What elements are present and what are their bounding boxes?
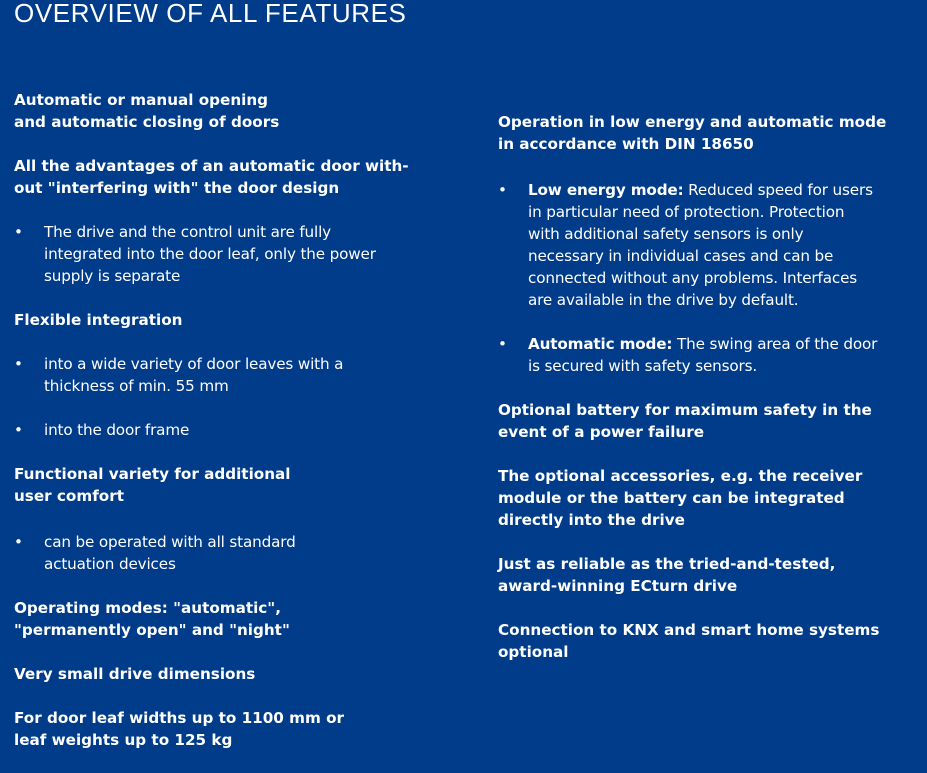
page-title: OVERVIEW OF ALL FEATURES bbox=[14, 0, 407, 28]
heading-line: directly into the drive bbox=[498, 511, 685, 529]
bullet-line: into the door frame bbox=[44, 421, 190, 439]
heading-line: For door leaf widths up to 1100 mm or bbox=[14, 709, 345, 727]
bullet-line bbox=[528, 333, 888, 355]
feature-heading-ecturn-reliability bbox=[498, 553, 888, 597]
feature-heading-knx-smart-home bbox=[498, 619, 888, 663]
heading-line: event of a power failure bbox=[498, 423, 705, 441]
heading-line: Operation in low energy and automatic mode bbox=[498, 113, 887, 131]
bullet-line: in particular need of protection. Protection bbox=[528, 203, 845, 221]
bullet-text: The swing area of the door bbox=[672, 335, 878, 353]
feature-heading-din-18650 bbox=[498, 111, 888, 155]
bullet-line: actuation devices bbox=[44, 555, 176, 573]
bullet-line bbox=[528, 179, 888, 201]
bullet-line: supply is separate bbox=[44, 267, 181, 285]
bullet-line: necessary in individual cases and can be bbox=[528, 247, 834, 265]
heading-line: and automatic closing of doors bbox=[14, 113, 280, 131]
feature-heading-advantages bbox=[14, 155, 409, 199]
heading-line: user comfort bbox=[14, 487, 124, 505]
bullet-line: connected without any problems. Interfaces bbox=[528, 269, 858, 287]
bullet-line: can be operated with all standard bbox=[44, 533, 296, 551]
bullet-dot: • bbox=[14, 533, 23, 551]
bullet-label: Automatic mode: bbox=[528, 335, 673, 353]
bullet-item-door-leaves bbox=[14, 353, 409, 397]
heading-line: Automatic or manual opening bbox=[14, 91, 269, 109]
heading-line: in accordance with DIN 18650 bbox=[498, 135, 754, 153]
bullet-line: thickness of min. 55 mm bbox=[44, 377, 229, 395]
bullet-line: The drive and the control unit are fully bbox=[44, 223, 332, 241]
bullet-label: Low energy mode: bbox=[528, 181, 684, 199]
bullet-dot: • bbox=[14, 421, 23, 439]
feature-heading-optional-accessories bbox=[498, 465, 888, 531]
bullet-item-door-frame bbox=[14, 419, 409, 441]
heading-line: module or the battery can be integrated bbox=[498, 489, 845, 507]
feature-heading-functional-variety bbox=[14, 463, 409, 507]
feature-heading-flexible-integration bbox=[14, 309, 409, 331]
bullet-line: are available in the drive by default. bbox=[528, 291, 799, 309]
heading-line: Just as reliable as the tried-and-tested, bbox=[498, 555, 836, 573]
bullet-line: into a wide variety of door leaves with a bbox=[44, 355, 344, 373]
heading-line: optional bbox=[498, 643, 569, 661]
right-column bbox=[498, 111, 888, 685]
bullet-dot: • bbox=[498, 181, 507, 199]
heading-line: award-winning ECturn drive bbox=[498, 577, 738, 595]
bullet-item-actuation-devices bbox=[14, 531, 409, 575]
feature-heading-operating-modes bbox=[14, 597, 409, 641]
feature-heading-opening-closing bbox=[14, 89, 409, 133]
heading-line: Optional battery for maximum safety in the bbox=[498, 401, 872, 419]
bullet-line: is secured with safety sensors. bbox=[528, 357, 758, 375]
heading-line: "permanently open" and "night" bbox=[14, 621, 290, 639]
heading-line: leaf weights up to 125 kg bbox=[14, 731, 233, 749]
bullet-item-automatic-mode bbox=[498, 333, 888, 377]
feature-heading-optional-battery bbox=[498, 399, 888, 443]
bullet-dot: • bbox=[14, 355, 23, 373]
feature-heading-door-leaf-widths bbox=[14, 707, 409, 751]
left-column bbox=[14, 89, 409, 773]
heading-line: All the advantages of an automatic door with- bbox=[14, 157, 409, 175]
heading-line: The optional accessories, e.g. the receiver bbox=[498, 467, 863, 485]
heading-line: Very small drive dimensions bbox=[14, 665, 256, 683]
heading-line: Flexible integration bbox=[14, 311, 183, 329]
bullet-item-integrated-drive bbox=[14, 221, 409, 287]
bullet-item-low-energy-mode bbox=[498, 179, 888, 311]
heading-line: Functional variety for additional bbox=[14, 465, 291, 483]
heading-line: Operating modes: "automatic", bbox=[14, 599, 281, 617]
bullet-text: Reduced speed for users bbox=[683, 181, 873, 199]
bullet-line: integrated into the door leaf, only the power bbox=[44, 245, 376, 263]
heading-line: out "interfering with" the door design bbox=[14, 179, 340, 197]
heading-line: Connection to KNX and smart home systems bbox=[498, 621, 880, 639]
bullet-dot: • bbox=[498, 335, 507, 353]
bullet-line: with additional safety sensors is only bbox=[528, 225, 804, 243]
feature-heading-drive-dimensions bbox=[14, 663, 409, 685]
bullet-dot: • bbox=[14, 223, 23, 241]
